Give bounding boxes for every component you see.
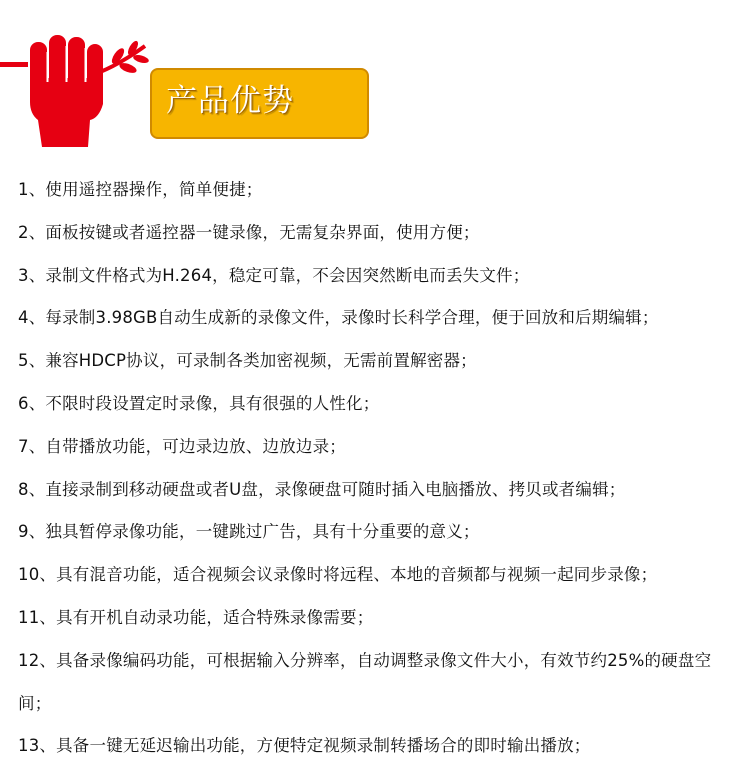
feature-item-5: 5、兼容HDCP协议，可录制各类加密视频，无需前置解密器；	[18, 351, 477, 371]
feature-list	[18, 169, 743, 768]
feature-item-13: 13、具备一键无延迟输出功能，方便特定视频录制转播场合的即时输出播放；	[18, 736, 591, 756]
header	[0, 0, 751, 160]
feature-item-4: 4、每录制3.98GB自动生成新的录像文件，录像时长科学合理，便于回放和后期编辑；	[18, 308, 659, 328]
feature-item-7: 7、自带播放功能，可边录边放、边放边录；	[18, 436, 346, 456]
feature-item-3: 3、录制文件格式为H.264，稳定可靠，不会因突然断电而丢失文件；	[18, 265, 530, 285]
feature-item-9: 9、独具暂停录像功能，一键跳过广告，具有十分重要的意义；	[18, 522, 480, 542]
page-title: 产品优势	[166, 83, 294, 119]
feature-item-8: 8、直接录制到移动硬盘或者U盘，录像硬盘可随时插入电脑播放、拷贝或者编辑；	[18, 479, 626, 499]
title-banner	[150, 68, 369, 139]
feature-item-10: 10、具有混音功能，适合视频会议录像时将远程、本地的音频都与视频一起同步录像；	[18, 565, 658, 585]
feature-item-2: 2、面板按键或者遥控器一键录像，无需复杂界面，使用方便；	[18, 222, 480, 242]
feature-item-11: 11、具有开机自动录功能，适合特殊录像需要；	[18, 607, 374, 627]
feature-item-6: 6、不限时段设置定时录像，具有很强的人性化；	[18, 393, 380, 413]
feature-item-1: 1、使用遥控器操作，简单便捷；	[18, 180, 263, 199]
raised-fist-icon	[0, 32, 150, 147]
feature-item-12: 12、具备录像编码功能，可根据输入分辨率，自动调整录像文件大小，有效节约25%的硬盘空间；	[18, 650, 712, 713]
